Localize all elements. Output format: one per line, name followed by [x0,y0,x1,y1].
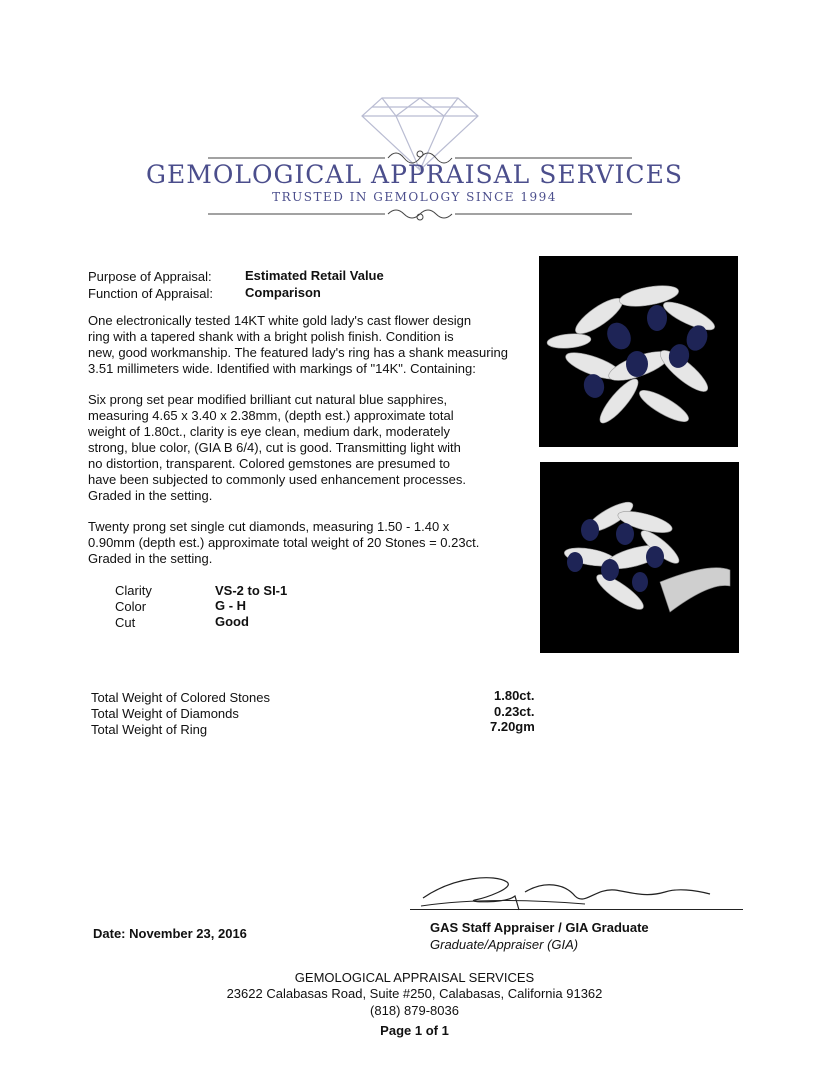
ring-description [88,313,538,377]
purpose-label: Purpose of Appraisal: [88,269,212,284]
appraiser-title: GAS Staff Appraiser / GIA Graduate [430,920,649,935]
text-line: no distortion, transparent. Colored gemstones are presumed to [88,456,451,471]
appraisal-date: Date: November 23, 2016 [93,926,247,941]
text-line: ring with a tapered shank with a bright polish finish. Condition is [88,329,454,344]
grading-label: Color [115,599,147,614]
text-line: Graded in the setting. [88,488,213,503]
total-value: 7.20gm [490,719,535,734]
page-number: Page 1 of 1 [380,1023,449,1038]
text-line: Graded in the setting. [88,551,213,566]
text-line: 0.90mm (depth est.) approximate total weight of 20 Stones = 0.23ct. [88,535,480,550]
total-value: 1.80ct. [494,688,535,703]
purpose-value: Estimated Retail Value [245,268,384,283]
text-line: Six prong set pear modified brilliant cut natural blue sapphires, [88,392,448,407]
text-line: new, good workmanship. The featured lady's ring has a shank measuring [88,345,508,360]
grading-value: G - H [215,598,247,613]
text-line: Twenty prong set single cut diamonds, measuring 1.50 - 1.40 x [88,519,450,534]
sapphire-description [88,392,538,504]
ring-photo-top [539,256,738,447]
footer-address: 23622 Calabasas Road, Suite #250, Calabasas, California 91362 [226,986,603,1001]
total-label: Total Weight of Colored Stones [91,690,270,705]
function-label: Function of Appraisal: [88,286,214,301]
grading-label: Cut [115,615,136,630]
text-line: 3.51 millimeters wide. Identified with markings of "14K". Containing: [88,361,476,376]
text-line: One electronically tested 14KT white gold lady's cast flower design [88,313,472,328]
text-line: weight of 1.80ct., clarity is eye clean, medium dark, moderately [88,424,450,439]
company-name: GEMOLOGICAL APPRAISAL SERVICES [146,160,683,189]
function-value: Comparison [245,285,321,300]
ring-photo-side [540,462,739,653]
ornament-bottom [208,210,632,220]
grading-value: Good [215,614,249,629]
text-line: strong, blue color, (GIA B 6/4), cut is good. Transmitting light with [88,440,461,455]
company-logo [200,88,640,228]
grading-value: VS-2 to SI-1 [215,583,288,598]
diamond-description [88,519,538,567]
appraiser-subtitle: Graduate/Appraiser (GIA) [430,937,579,952]
total-label: Total Weight of Diamonds [91,706,239,721]
total-value: 0.23ct. [494,704,535,719]
grading-label: Clarity [115,583,152,598]
footer-company: GEMOLOGICAL APPRAISAL SERVICES [294,970,535,985]
signature-line [410,909,743,910]
text-line: have been subjected to commonly used enhancement processes. [88,472,466,487]
footer-phone: (818) 879-8036 [370,1003,459,1018]
text-line: measuring 4.65 x 3.40 x 2.38mm, (depth est.) approximate total [88,408,454,423]
total-label: Total Weight of Ring [91,722,208,737]
signature-image [415,868,735,918]
company-tagline: TRUSTED IN GEMOLOGY SINCE 1994 [272,190,557,204]
